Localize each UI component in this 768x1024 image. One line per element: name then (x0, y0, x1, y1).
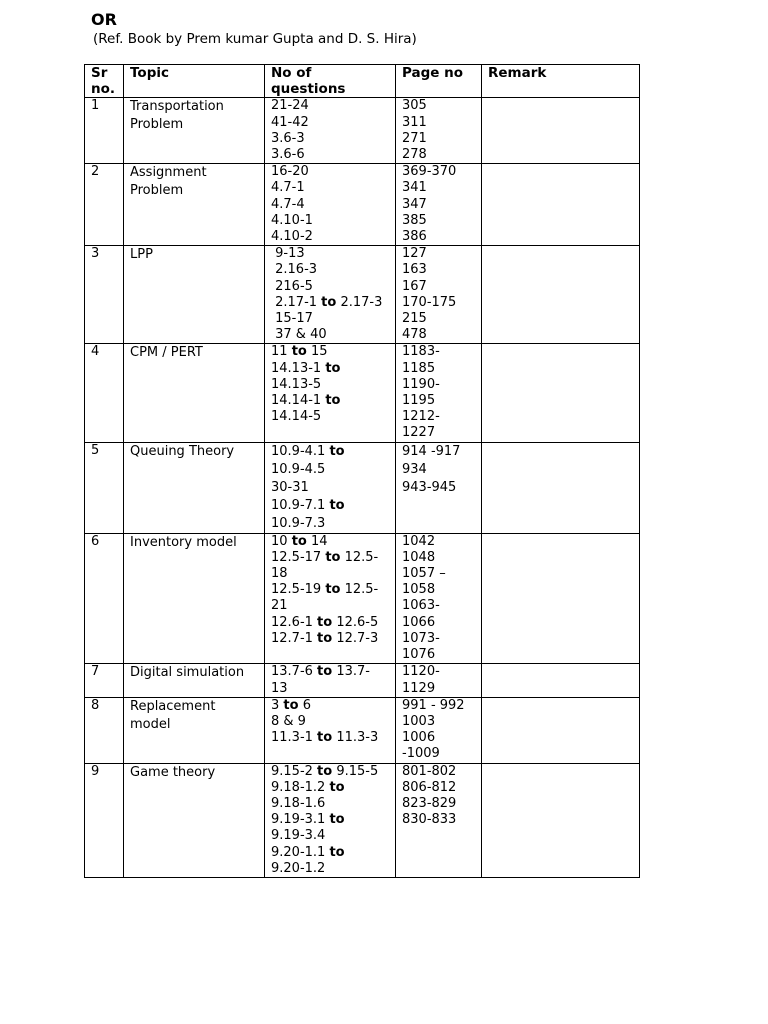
table-row (85, 98, 640, 164)
question-line (271, 180, 395, 196)
page-line: 1195 (402, 393, 436, 409)
question-line (271, 213, 395, 229)
question-line (271, 664, 395, 680)
question-line (271, 311, 395, 327)
question-ref: 14.14-1 (271, 393, 326, 409)
cell-pages (396, 344, 482, 442)
question-ref: 30-31 (271, 479, 309, 495)
question-line (271, 479, 395, 497)
page-line: 830-833 (402, 812, 457, 828)
cell-topic (124, 533, 265, 664)
cell-pages (396, 664, 482, 697)
cell-sr: 2 (85, 164, 124, 246)
question-line (271, 828, 395, 844)
question-ref: 14.13-1 (271, 360, 326, 376)
question-ref: 3.6-6 (271, 147, 305, 163)
question-line (271, 845, 395, 861)
question-line (271, 295, 395, 311)
cell-pages (396, 442, 482, 533)
cell-sr: 8 (85, 697, 124, 763)
range-connector: to (325, 393, 341, 409)
question-ref: 41-42 (271, 114, 309, 130)
cell-topic (124, 697, 265, 763)
table-body (85, 98, 640, 878)
cell-remark (482, 664, 640, 697)
topic-line: Replacement (130, 698, 216, 714)
question-ref: 2.17-3 (336, 294, 383, 310)
question-ref: 11.3-1 (271, 730, 318, 746)
question-line (271, 698, 395, 714)
cell-sr: 7 (85, 664, 124, 697)
cell-pages (396, 763, 482, 877)
question-ref: 10 (271, 533, 292, 549)
range-connector: to (329, 779, 345, 795)
question-ref: 8 & 9 (271, 713, 306, 729)
cell-questions (265, 697, 396, 763)
topic-line: Assignment (130, 165, 207, 181)
question-line (271, 262, 395, 278)
cell-remark (482, 344, 640, 442)
cell-questions (265, 164, 396, 246)
page-line: 1066 (402, 614, 436, 630)
header-topic: Topic (124, 65, 265, 98)
question-ref: 3.6-3 (271, 130, 305, 146)
question-line (271, 279, 395, 295)
topic-line: CPM / PERT (130, 345, 203, 361)
page-line: 311 (402, 114, 427, 130)
question-ref: 9.18-1.6 (271, 795, 326, 811)
question-line (271, 246, 395, 262)
question-line (271, 550, 395, 566)
cell-topic (124, 98, 265, 164)
page-line: 1120- (402, 664, 440, 680)
cell-remark (482, 442, 640, 533)
question-ref: 9.20-1.1 (271, 844, 330, 860)
question-ref: 9.20-1.2 (271, 860, 326, 876)
page-line: 1129 (402, 680, 436, 696)
page-line: 934 (402, 461, 427, 477)
page-line: 1042 (402, 533, 436, 549)
header-questions-line: No of (271, 65, 312, 81)
page-line: 1183- (402, 344, 440, 360)
cell-questions (265, 344, 396, 442)
question-ref: 37 & 40 (271, 327, 327, 343)
question-ref: 216-5 (271, 278, 313, 294)
question-ref: 12.5- (340, 549, 379, 565)
page-line: 1227 (402, 425, 436, 441)
range-connector: to (329, 443, 345, 459)
question-ref: 14.14-5 (271, 409, 322, 425)
cell-pages (396, 164, 482, 246)
page-line: 1185 (402, 360, 436, 376)
question-line (271, 730, 395, 746)
page-line: 1048 (402, 549, 436, 565)
cell-sr: 9 (85, 763, 124, 877)
page-line: 823-829 (402, 795, 457, 811)
page-line: 914 -917 (402, 443, 461, 459)
question-ref: 21 (271, 598, 288, 614)
question-ref: 12.7-1 (271, 630, 318, 646)
question-line (271, 327, 395, 343)
header-sr-line: no. (91, 81, 116, 98)
question-ref: 12.6-5 (332, 614, 379, 630)
question-ref: 9.15-5 (332, 763, 379, 779)
question-line (271, 377, 395, 393)
range-connector: to (317, 630, 333, 646)
cell-remark (482, 763, 640, 877)
page-line: 341 (402, 180, 427, 196)
question-line (271, 344, 395, 360)
cell-topic (124, 246, 265, 344)
question-line (271, 598, 395, 614)
question-ref: 10.9-7.1 (271, 497, 330, 513)
page-line: 163 (402, 262, 427, 278)
page-line: 385 (402, 212, 427, 228)
cell-pages (396, 98, 482, 164)
range-connector: to (329, 844, 345, 860)
cell-sr: 1 (85, 98, 124, 164)
question-ref: 12.5-19 (271, 582, 326, 598)
cell-remark (482, 533, 640, 664)
question-ref: 15 (306, 344, 328, 360)
question-line (271, 615, 395, 631)
page-line: 271 (402, 130, 427, 146)
question-line (271, 393, 395, 409)
question-ref: 12.5-17 (271, 549, 326, 565)
table-row (85, 344, 640, 442)
question-line (271, 197, 395, 213)
page-line: 347 (402, 196, 427, 212)
page-line: 305 (402, 98, 427, 114)
page-line: 278 (402, 147, 427, 163)
range-connector: to (329, 497, 345, 513)
question-ref: 4.10-2 (271, 229, 313, 245)
question-ref: 12.7-3 (332, 630, 379, 646)
cell-sr: 3 (85, 246, 124, 344)
cell-sr: 5 (85, 442, 124, 533)
cell-questions (265, 246, 396, 344)
topic-line: Inventory model (130, 534, 237, 550)
question-line (271, 812, 395, 828)
question-ref: 2.17-1 (271, 294, 322, 310)
cell-topic (124, 442, 265, 533)
cell-questions (265, 664, 396, 697)
question-line (271, 681, 395, 697)
topic-line: Digital simulation (130, 665, 245, 681)
table-row (85, 246, 640, 344)
question-ref: 9.18-1.2 (271, 779, 330, 795)
reference-subtitle: (Ref. Book by Prem kumar Gupta and D. S. Hira) (93, 31, 417, 47)
page-line: 127 (402, 246, 427, 262)
page-line: 1057 – (402, 566, 446, 582)
page-line: 1212- (402, 409, 440, 425)
page-line: -1009 (402, 746, 440, 762)
cell-pages (396, 246, 482, 344)
table-row (85, 164, 640, 246)
question-line (271, 714, 395, 730)
question-ref: 6 (298, 697, 311, 713)
page-line: 1190- (402, 376, 440, 392)
question-ref: 9.19-3.1 (271, 812, 330, 828)
page-line: 943-945 (402, 479, 457, 495)
question-line (271, 164, 395, 180)
range-connector: to (317, 730, 333, 746)
header-questions (265, 65, 396, 98)
cell-remark (482, 246, 640, 344)
question-ref: 9.19-3.4 (271, 828, 326, 844)
question-ref: 9.15-2 (271, 763, 318, 779)
question-line (271, 861, 395, 877)
header-sr (85, 65, 124, 98)
header-sr-line: Sr (91, 65, 108, 81)
range-connector: to (325, 360, 341, 376)
range-connector: to (329, 812, 345, 828)
question-ref: 2.16-3 (271, 262, 318, 278)
range-connector: to (283, 697, 299, 713)
page-line: 1073- (402, 630, 440, 646)
cell-topic (124, 763, 265, 877)
question-line (271, 461, 395, 479)
question-ref: 14.13-5 (271, 376, 322, 392)
cell-sr: 6 (85, 533, 124, 664)
question-ref: 12.5- (340, 582, 379, 598)
question-line (271, 229, 395, 245)
question-ref: 15-17 (271, 311, 313, 327)
page-line: 806-812 (402, 779, 457, 795)
range-connector: to (317, 614, 333, 630)
topic-line: Problem (130, 183, 184, 199)
question-ref: 3 (271, 697, 284, 713)
cell-sr: 4 (85, 344, 124, 442)
cell-topic (124, 664, 265, 697)
topic-line: Game theory (130, 764, 216, 780)
question-ref: 16-20 (271, 164, 309, 180)
question-ref: 13.7- (332, 664, 370, 680)
page-line: 1003 (402, 713, 436, 729)
table-row (85, 664, 640, 697)
header-page: Page no (396, 65, 482, 98)
header-questions-line: questions (271, 81, 346, 98)
table-row (85, 763, 640, 877)
range-connector: to (325, 582, 341, 598)
question-line (271, 796, 395, 812)
question-line (271, 764, 395, 780)
question-ref: 18 (271, 566, 288, 582)
topic-line: model (130, 716, 171, 732)
question-ref: 14 (306, 533, 328, 549)
page-line: 369-370 (402, 164, 457, 180)
page-line: 215 (402, 311, 427, 327)
cell-questions (265, 442, 396, 533)
question-line (271, 497, 395, 515)
question-line (271, 443, 395, 461)
cell-remark (482, 164, 640, 246)
question-line (271, 780, 395, 796)
range-connector: to (317, 664, 333, 680)
table-header-row (85, 65, 640, 98)
table-row (85, 533, 640, 664)
page-line: 801-802 (402, 763, 457, 779)
question-ref: 10.9-7.3 (271, 515, 326, 531)
question-line (271, 115, 395, 131)
topic-line: Transportation (130, 99, 224, 115)
question-line (271, 534, 395, 550)
question-ref: 10.9-4.1 (271, 443, 330, 459)
question-line (271, 361, 395, 377)
question-ref: 4.7-4 (271, 196, 305, 212)
question-ref: 13.7-6 (271, 664, 318, 680)
cell-topic (124, 164, 265, 246)
question-line (271, 409, 395, 425)
question-line (271, 582, 395, 598)
range-connector: to (291, 344, 307, 360)
cell-remark (482, 697, 640, 763)
question-line (271, 98, 395, 114)
topic-line: Queuing Theory (130, 443, 235, 459)
question-ref: 10.9-4.5 (271, 461, 326, 477)
range-connector: to (325, 549, 341, 565)
page-line: 386 (402, 229, 427, 245)
cell-questions (265, 763, 396, 877)
question-ref: 9-13 (271, 246, 305, 262)
question-line (271, 566, 395, 582)
question-ref: 11 (271, 344, 292, 360)
cell-topic (124, 344, 265, 442)
cell-pages (396, 533, 482, 664)
question-line (271, 515, 395, 533)
cell-remark (482, 98, 640, 164)
page-line: 1058 (402, 582, 436, 598)
range-connector: to (321, 294, 337, 310)
question-ref: 12.6-1 (271, 614, 318, 630)
page-line: 1076 (402, 647, 436, 663)
topic-line: LPP (130, 247, 153, 263)
page-line: 1063- (402, 598, 440, 614)
document-title: OR (91, 10, 117, 29)
page-line: 167 (402, 278, 427, 294)
question-line (271, 631, 395, 647)
table-row (85, 697, 640, 763)
question-ref: 21-24 (271, 98, 309, 114)
page-line: 1006 (402, 730, 436, 746)
range-connector: to (291, 533, 307, 549)
cell-pages (396, 697, 482, 763)
topic-line: Problem (130, 117, 184, 133)
question-line (271, 147, 395, 163)
question-ref: 4.7-1 (271, 180, 305, 196)
header-remark: Remark (482, 65, 640, 98)
question-ref: 13 (271, 680, 288, 696)
page-line: 478 (402, 327, 427, 343)
question-ref: 11.3-3 (332, 730, 379, 746)
question-ref: 4.10-1 (271, 212, 313, 228)
page-line: 170-175 (402, 294, 457, 310)
cell-questions (265, 533, 396, 664)
cell-questions (265, 98, 396, 164)
range-connector: to (317, 763, 333, 779)
question-line (271, 131, 395, 147)
page-line: 991 - 992 (402, 697, 465, 713)
table-row (85, 442, 640, 533)
topics-table (84, 64, 640, 878)
